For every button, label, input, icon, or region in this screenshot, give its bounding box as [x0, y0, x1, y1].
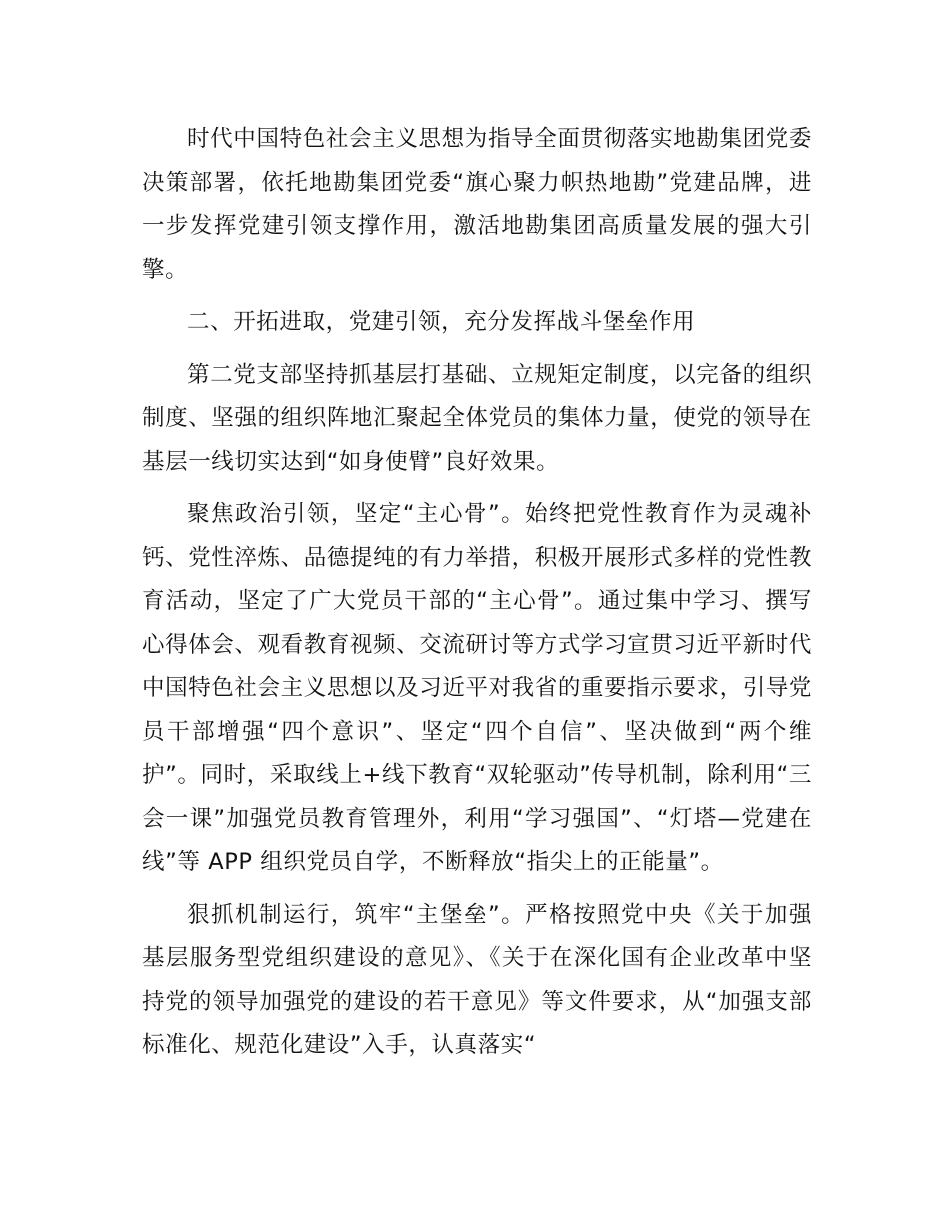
paragraph-political-guidance: 聚焦政治引领，坚定“主心骨”。始终把党性教育作为灵魂补钙、党性淬炼、品德提纯的有力举措，积极开展形式多样的党性教育活动，坚定了广大党员干部的“主心骨”。通过集中学习、撰写心得体会、观看教育视频、交流研讨等方式学习宣贯习近平新时代中国特色社会主义思想以及习近平对我省的重要指示要求，引导党员干部增强“四个意识”、坚定“四个自信”、坚决做到“两个维护”。同时，采取线上+线下教育“双轮驱动”传导机制，除利用“三会一课”加强党员教育管理外，利用“学习强国”、“灯塔—党建在线”等 APP 组织党员自学，不断释放“指尖上的正能量”。 [142, 501, 812, 875]
paragraph-mechanism: 狠抓机制运行，筑牢“主堡垒”。严格按照党中央《关于加强基层服务型党组织建设的意见》、《关于在深化国有企业改革中坚持党的领导加强党的建设的若干意见》等文件要求，从“加强支部标准化、规范化建设”入手，认真落实“ [142, 901, 812, 1058]
section-heading: 二、开拓进取，党建引领，充分发挥战斗堡垒作用 [187, 309, 696, 335]
document-body [142, 118, 812, 1077]
paragraph-intro: 时代中国特色社会主义思想为指导全面贯彻落实地勘集团党委决策部署，依托地勘集团党委“旗心聚力帜热地勘”党建品牌，进一步发挥党建引领支撑作用，激活地勘集团高质量发展的强大引擎。 [142, 126, 812, 283]
paragraph-branch: 第二党支部坚持抓基层打基础、立规矩定制度，以完备的组织制度、坚强的组织阵地汇聚起全体党员的集体力量，使党的领导在基层一线切实达到“如身使臂”良好效果。 [142, 361, 812, 475]
